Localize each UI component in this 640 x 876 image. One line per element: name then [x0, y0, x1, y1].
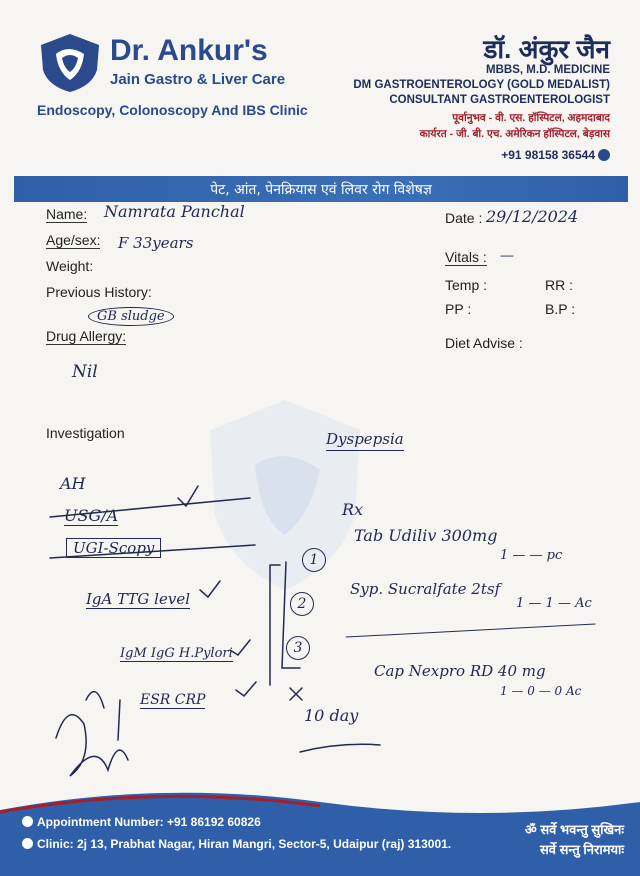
current-hospital: कार्यरत - जी. बी. एच. अमेरिकन हॉस्पिटल, बेड़वास [419, 128, 610, 140]
clinic-address: Clinic: 2j 13, Prabhat Nagar, Hiran Mangri, Sector-5, Udaipur (raj) 313001. [37, 837, 452, 851]
temp-label: Temp : [445, 277, 488, 293]
vitals-label: Vitals : [445, 249, 487, 265]
medicine-name: Syp. Sucralfate 2tsf [350, 580, 501, 598]
doctor-phone-number: +91 98158 36544 [501, 148, 595, 162]
diagnosis-value: Dyspepsia [326, 430, 404, 451]
rr-label: RR : [545, 277, 573, 293]
clinic-line [22, 837, 451, 851]
appointment-line [22, 815, 261, 829]
medicine-dose: 1 — 1 — Ac [516, 596, 592, 611]
bp-label: B.P : [545, 301, 576, 317]
patient-name: Namrata Panchal [104, 202, 245, 221]
doctor-name-hindi: डॉ. अंकुर जैन [483, 34, 610, 64]
visit-date: 29/12/2024 [486, 207, 579, 226]
investigation-item: AH [60, 474, 86, 493]
mantra-line-1: ॐ सर्वे भवन्तु सुखिनः [524, 822, 624, 837]
doctor-designation: CONSULTANT GASTROENTEROLOGIST [389, 94, 610, 106]
brand-name: Dr. Ankur's [110, 34, 268, 67]
pp-label: PP : [445, 301, 472, 317]
investigation-item: USG/A [64, 506, 119, 525]
diet-advise-label: Diet Advise : [445, 335, 523, 351]
appointment-number: Appointment Number: +91 86192 60826 [37, 815, 261, 829]
weight-label: Weight: [46, 258, 94, 274]
vitals-value: — [500, 248, 514, 264]
name-label: Name: [46, 206, 88, 222]
treatment-duration: 10 day [304, 706, 359, 725]
specialty-band-text: पेट, आंत, पेनक्रियास एवं लिवर रोग विशेषज्ञ [210, 182, 432, 198]
mantra-line-2: सर्वे सन्तु निरामयाः [539, 842, 624, 857]
medicine-dose: 1 — 0 — 0 Ac [500, 684, 582, 698]
location-pin-icon [22, 838, 33, 849]
phone-icon [22, 816, 33, 827]
investigation-item: UGI-Scopy [66, 538, 161, 558]
drug-allergy-value: Nil [72, 362, 98, 382]
medicine-number: 1 [302, 548, 326, 572]
medicine-name: Tab Udiliv 300mg [354, 526, 498, 545]
drug-allergy-label: Drug Allergy: [46, 328, 127, 344]
investigation-item: ESR CRP [140, 692, 206, 708]
date-label: Date : [445, 210, 483, 226]
patient-age-sex: F 33years [118, 234, 194, 252]
doctor-specialty: DM GASTROENTEROLOGY (GOLD MEDALIST) [353, 79, 610, 91]
rx-symbol: Rx [342, 500, 364, 519]
medicine-dose: 1 — — pc [500, 548, 563, 563]
investigation-item: IgM IgG H.Pylori [120, 646, 233, 661]
doctor-degree: MBBS, M.D. MEDICINE [486, 64, 610, 76]
brand-subtitle: Jain Gastro & Liver Care [110, 71, 286, 88]
investigation-item: IgA TTG level [86, 590, 190, 608]
age-sex-label: Age/sex: [46, 232, 101, 248]
investigation-label: Investigation [46, 425, 125, 441]
previous-history-label: Previous History: [46, 284, 152, 300]
medicine-name: Cap Nexpro RD 40 mg [374, 662, 546, 680]
past-experience: पूर्वानुभव - वी. एस. हॉस्पिटल, अहमदाबाद [452, 112, 610, 124]
previous-history-value: GB sludge [88, 307, 174, 326]
clinic-type: Endoscopy, Colonoscopy And IBS Clinic [37, 102, 308, 118]
medicine-number: 3 [286, 636, 310, 660]
medicine-number: 2 [290, 592, 314, 616]
